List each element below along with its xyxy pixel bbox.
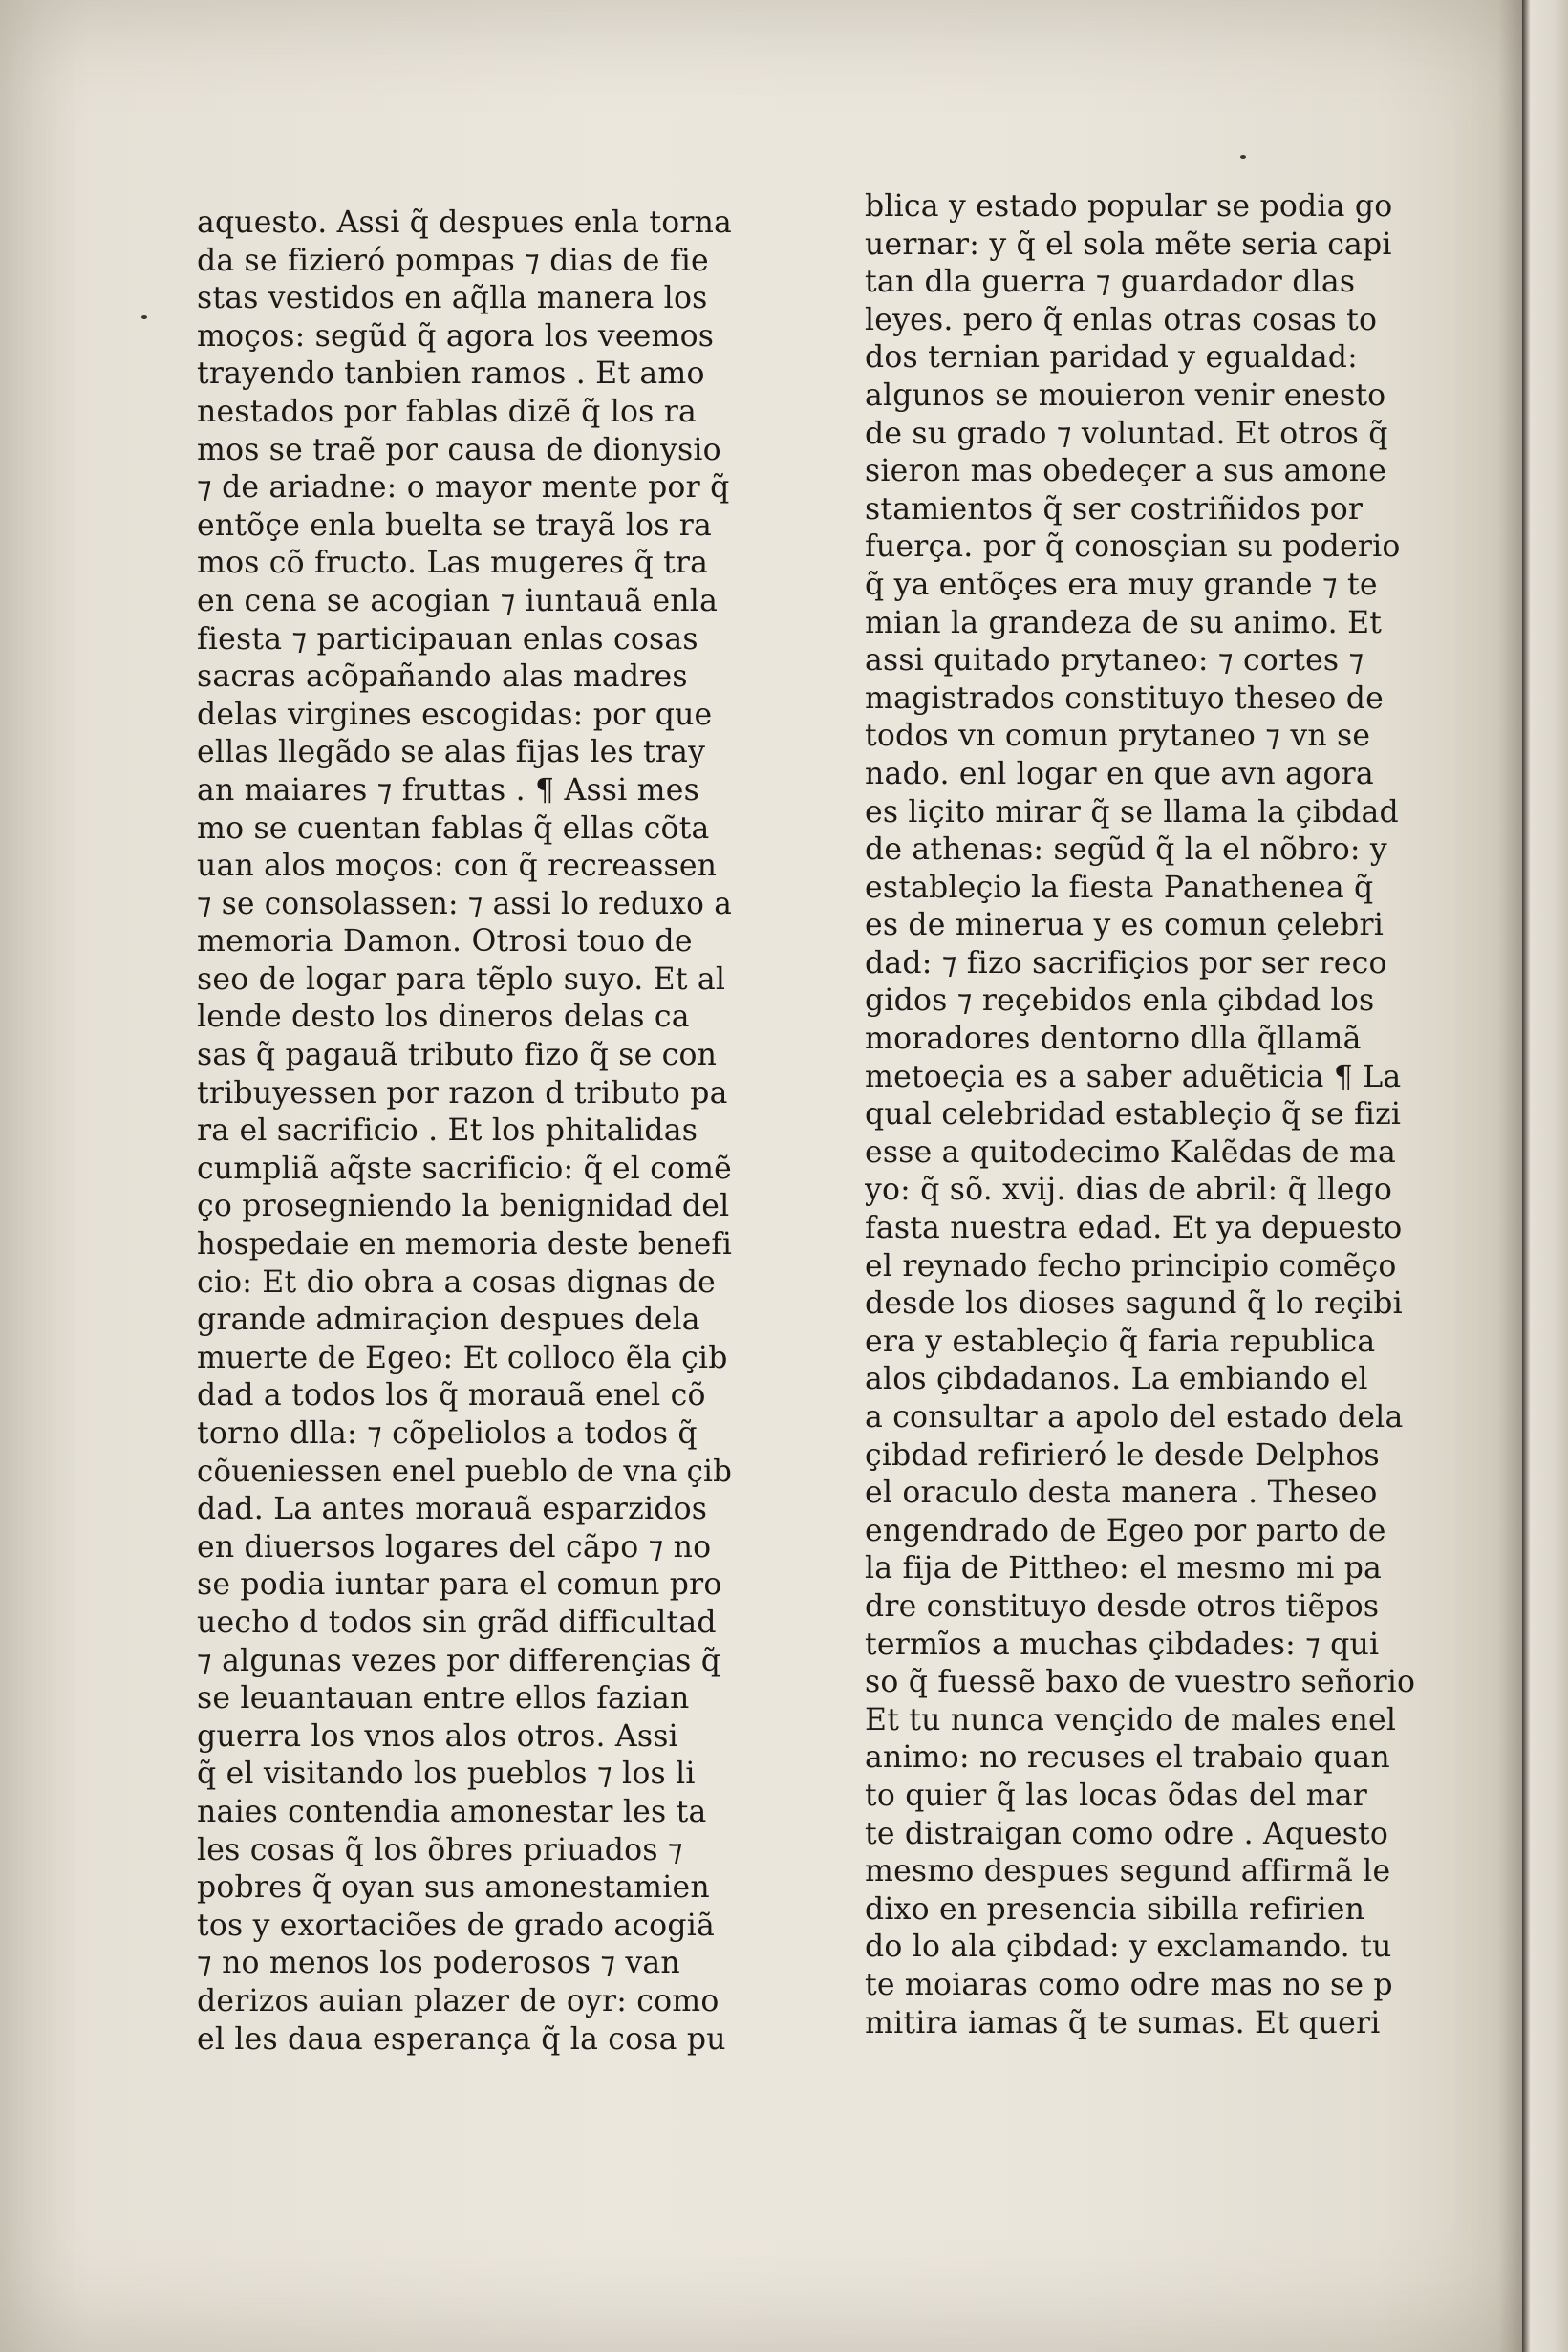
text-line: naies contendia amonestar les ta bbox=[197, 1794, 707, 1829]
text-line: dos ternian paridad y egualdad: bbox=[865, 340, 1358, 376]
text-line: dre constituyo desde otros tiẽpos bbox=[865, 1588, 1380, 1624]
text-line: te distraigan como odre . Aquesto bbox=[865, 1816, 1389, 1851]
text-line: en diuersos logares del cãpo ⁊ no bbox=[197, 1529, 712, 1564]
text-line: mo se cuentan fablas q̃ ellas cõta bbox=[197, 810, 710, 846]
text-line: gidos ⁊ reçebidos enla çibdad los bbox=[865, 983, 1375, 1019]
text-line: es de minerua y es comun çelebri bbox=[865, 908, 1385, 943]
text-line: el reynado fecho principio comẽço bbox=[865, 1248, 1397, 1284]
text-line: derizos auian plazer de oyr: como bbox=[197, 1983, 720, 2018]
text-line: so q̃ fuessẽ baxo de vuestro señorio bbox=[865, 1665, 1416, 1700]
text-line: ra el sacrificio . Et los phitalidas bbox=[197, 1113, 698, 1149]
text-line: ço prosegniendo la benignidad del bbox=[197, 1189, 730, 1224]
text-line: desde los dioses sagund q̃ lo reçibi bbox=[865, 1286, 1403, 1322]
text-line: te moiaras como odre mas no se p bbox=[865, 1967, 1393, 2002]
text-line: hospedaie en memoria deste benefi bbox=[197, 1227, 732, 1262]
text-line: metoeçia es a saber aduẽticia ¶ La bbox=[865, 1059, 1402, 1094]
text-line: cio: Et dio obra a cosas dignas de bbox=[197, 1264, 716, 1300]
text-line: mesmo despues segund affirmã le bbox=[865, 1854, 1391, 1889]
text-line: ellas llegãdo se alas fijas les tray bbox=[197, 735, 706, 770]
text-line: en cena se acogian ⁊ iuntauã enla bbox=[197, 583, 719, 618]
text-line: es liçito mirar q̃ se llama la çibdad bbox=[865, 794, 1399, 830]
text-line: ⁊ algunas vezes por differençias q̃ bbox=[197, 1643, 721, 1678]
text-line: entõçe enla buelta se trayã los ra bbox=[197, 507, 713, 543]
text-line: fuerça. por q̃ conosçian su poderio bbox=[865, 529, 1401, 565]
text-line: tan dla guerra ⁊ guardador dlas bbox=[865, 265, 1356, 300]
text-line: el les daua esperança q̃ la cosa pu bbox=[197, 2021, 726, 2057]
text-line: to quier q̃ las locas õdas del mar bbox=[865, 1778, 1368, 1813]
text-line: stamientos q̃ ser costriñidos por bbox=[865, 491, 1364, 527]
text-line: dad a todos los q̃ morauã enel cõ bbox=[197, 1378, 706, 1413]
ink-blot bbox=[141, 315, 147, 319]
text-line: da se fizieró pompas ⁊ dias de fie bbox=[197, 243, 709, 278]
page-gutter-shadow bbox=[1498, 0, 1525, 2352]
text-line: moradores dentorno dlla q̃llamã bbox=[865, 1022, 1362, 1057]
text-line: mos cõ fructo. Las mugeres q̃ tra bbox=[197, 546, 709, 581]
text-line: sacras acõpañando alas madres bbox=[197, 659, 688, 695]
text-line: cumpliã aq̃ste sacrificio: q̃ el comẽ bbox=[197, 1151, 732, 1186]
text-line: seo de logar para tẽplo suyo. Et al bbox=[197, 961, 726, 997]
text-line: q̃ el visitando los pueblos ⁊ los li bbox=[197, 1757, 696, 1792]
text-line: magistrados constituyo theseo de bbox=[865, 680, 1384, 716]
left-text-column bbox=[197, 205, 732, 2059]
ink-blot bbox=[1240, 155, 1246, 159]
text-line: trayendo tanbien ramos . Et amo bbox=[197, 356, 705, 392]
text-line: mos se traẽ por causa de dionysio bbox=[197, 432, 721, 467]
text-line: dixo en presencia sibilla refirien bbox=[865, 1891, 1365, 1927]
text-line: torno dlla: ⁊ cõpeliolos a todos q̃ bbox=[197, 1416, 698, 1451]
text-line: les cosas q̃ los õbres priuados ⁊ bbox=[197, 1832, 683, 1867]
text-line: blica y estado popular se podia go bbox=[865, 189, 1393, 224]
text-line: animo: no recuses el trabaio quan bbox=[865, 1740, 1390, 1776]
text-line: do lo ala çibdad: y exclamando. tu bbox=[865, 1930, 1392, 1965]
right-text-column bbox=[865, 188, 1428, 2042]
text-line: ⁊ se consolassen: ⁊ assi lo reduxo a bbox=[197, 886, 732, 921]
text-line: ⁊ de ariadne: o mayor mente por q̃ bbox=[197, 470, 730, 506]
text-line: mitira iamas q̃ te sumas. Et queri bbox=[865, 2005, 1381, 2040]
text-line: muerte de Egeo: Et colloco ẽla çib bbox=[197, 1340, 728, 1375]
next-page-edge bbox=[1522, 0, 1568, 2352]
text-line: esse a quitodecimo Kalẽdas de ma bbox=[865, 1134, 1396, 1170]
text-line: nestados por fablas dizẽ q̃ los ra bbox=[197, 394, 697, 429]
text-line: lende desto los dineros delas ca bbox=[197, 1000, 690, 1035]
text-line: fasta nuestra edad. Et ya depuesto bbox=[865, 1211, 1403, 1246]
text-line: de su grado ⁊ voluntad. Et otros q̃ bbox=[865, 416, 1388, 451]
text-line: q̃ ya entõçes era muy grande ⁊ te bbox=[865, 567, 1378, 602]
text-line: an maiares ⁊ fruttas . ¶ Assi mes bbox=[197, 772, 699, 808]
text-line: la fija de Pittheo: el mesmo mi pa bbox=[865, 1551, 1383, 1586]
text-line: era y estableçio q̃ faria republica bbox=[865, 1324, 1376, 1359]
text-line: delas virgines escogidas: por que bbox=[197, 697, 713, 732]
text-line: el oraculo desta manera . Theseo bbox=[865, 1476, 1378, 1511]
text-line: algunos se mouieron venir enesto bbox=[865, 378, 1386, 413]
text-line: cõueniessen enel pueblo de vna çib bbox=[197, 1454, 732, 1489]
text-line: leyes. pero q̃ enlas otras cosas to bbox=[865, 302, 1378, 337]
text-line: moços: segũd q̃ agora los veemos bbox=[197, 318, 715, 354]
text-line: nado. enl logar en que avn agora bbox=[865, 756, 1374, 791]
text-line: termĩos a muchas çibdades: ⁊ qui bbox=[865, 1627, 1380, 1662]
text-line: sieron mas obedeçer a sus amone bbox=[865, 454, 1387, 489]
text-line: guerra los vnos alos otros. Assi bbox=[197, 1718, 678, 1754]
text-line: Et tu nunca vençido de males enel bbox=[865, 1702, 1397, 1737]
text-line: alos çibdadanos. La embiando el bbox=[865, 1362, 1368, 1397]
text-line: fiesta ⁊ participauan enlas cosas bbox=[197, 621, 698, 657]
text-line: yo: q̃ sõ. xvij. dias de abril: q̃ llego bbox=[865, 1173, 1393, 1208]
text-line: çibdad refirieró le desde Delphos bbox=[865, 1437, 1380, 1473]
text-line: stas vestidos en aq̃lla manera los bbox=[197, 281, 708, 316]
text-line: se leuantauan entre ellos fazian bbox=[197, 1681, 690, 1716]
text-line: sas q̃ pagauã tributo fizo q̃ se con bbox=[197, 1038, 718, 1073]
text-line: memoria Damon. Otrosi touo de bbox=[197, 924, 693, 960]
text-line: dad. La antes morauã esparzidos bbox=[197, 1492, 708, 1527]
text-line: uan alos moços: con q̃ recreassen bbox=[197, 849, 718, 884]
text-line: assi quitado prytaneo: ⁊ cortes ⁊ bbox=[865, 643, 1364, 679]
text-line: engendrado de Egeo por parto de bbox=[865, 1513, 1386, 1548]
text-line: pobres q̃ oyan sus amonestamien bbox=[197, 1870, 710, 1906]
text-line: a consultar a apolo del estado dela bbox=[865, 1400, 1404, 1435]
text-line: tos y exortaciões de grado acogiã bbox=[197, 1908, 715, 1943]
text-line: uecho d todos sin grãd difficultad bbox=[197, 1605, 717, 1640]
text-line: grande admiraçion despues dela bbox=[197, 1303, 700, 1338]
text-line: ⁊ no menos los poderosos ⁊ van bbox=[197, 1946, 680, 1981]
text-line: dad: ⁊ fizo sacrifiçios por ser reco bbox=[865, 945, 1387, 981]
text-line: se podia iuntar para el comun pro bbox=[197, 1567, 722, 1603]
text-line: qual celebridad estableçio q̃ se fizi bbox=[865, 1097, 1402, 1133]
text-line: mian la grandeza de su animo. Et bbox=[865, 605, 1383, 640]
text-line: uernar: y q̃ el sola mẽte seria capi bbox=[865, 227, 1392, 262]
text-line: estableçio la fiesta Panathenea q̃ bbox=[865, 870, 1374, 905]
text-line: de athenas: segũd q̃ la el nõbro: y bbox=[865, 832, 1387, 868]
text-line: tribuyessen por razon d tributo pa bbox=[197, 1075, 728, 1111]
text-line: aquesto. Assi q̃ despues enla torna bbox=[197, 205, 732, 240]
text-line: todos vn comun prytaneo ⁊ vn se bbox=[865, 719, 1371, 754]
